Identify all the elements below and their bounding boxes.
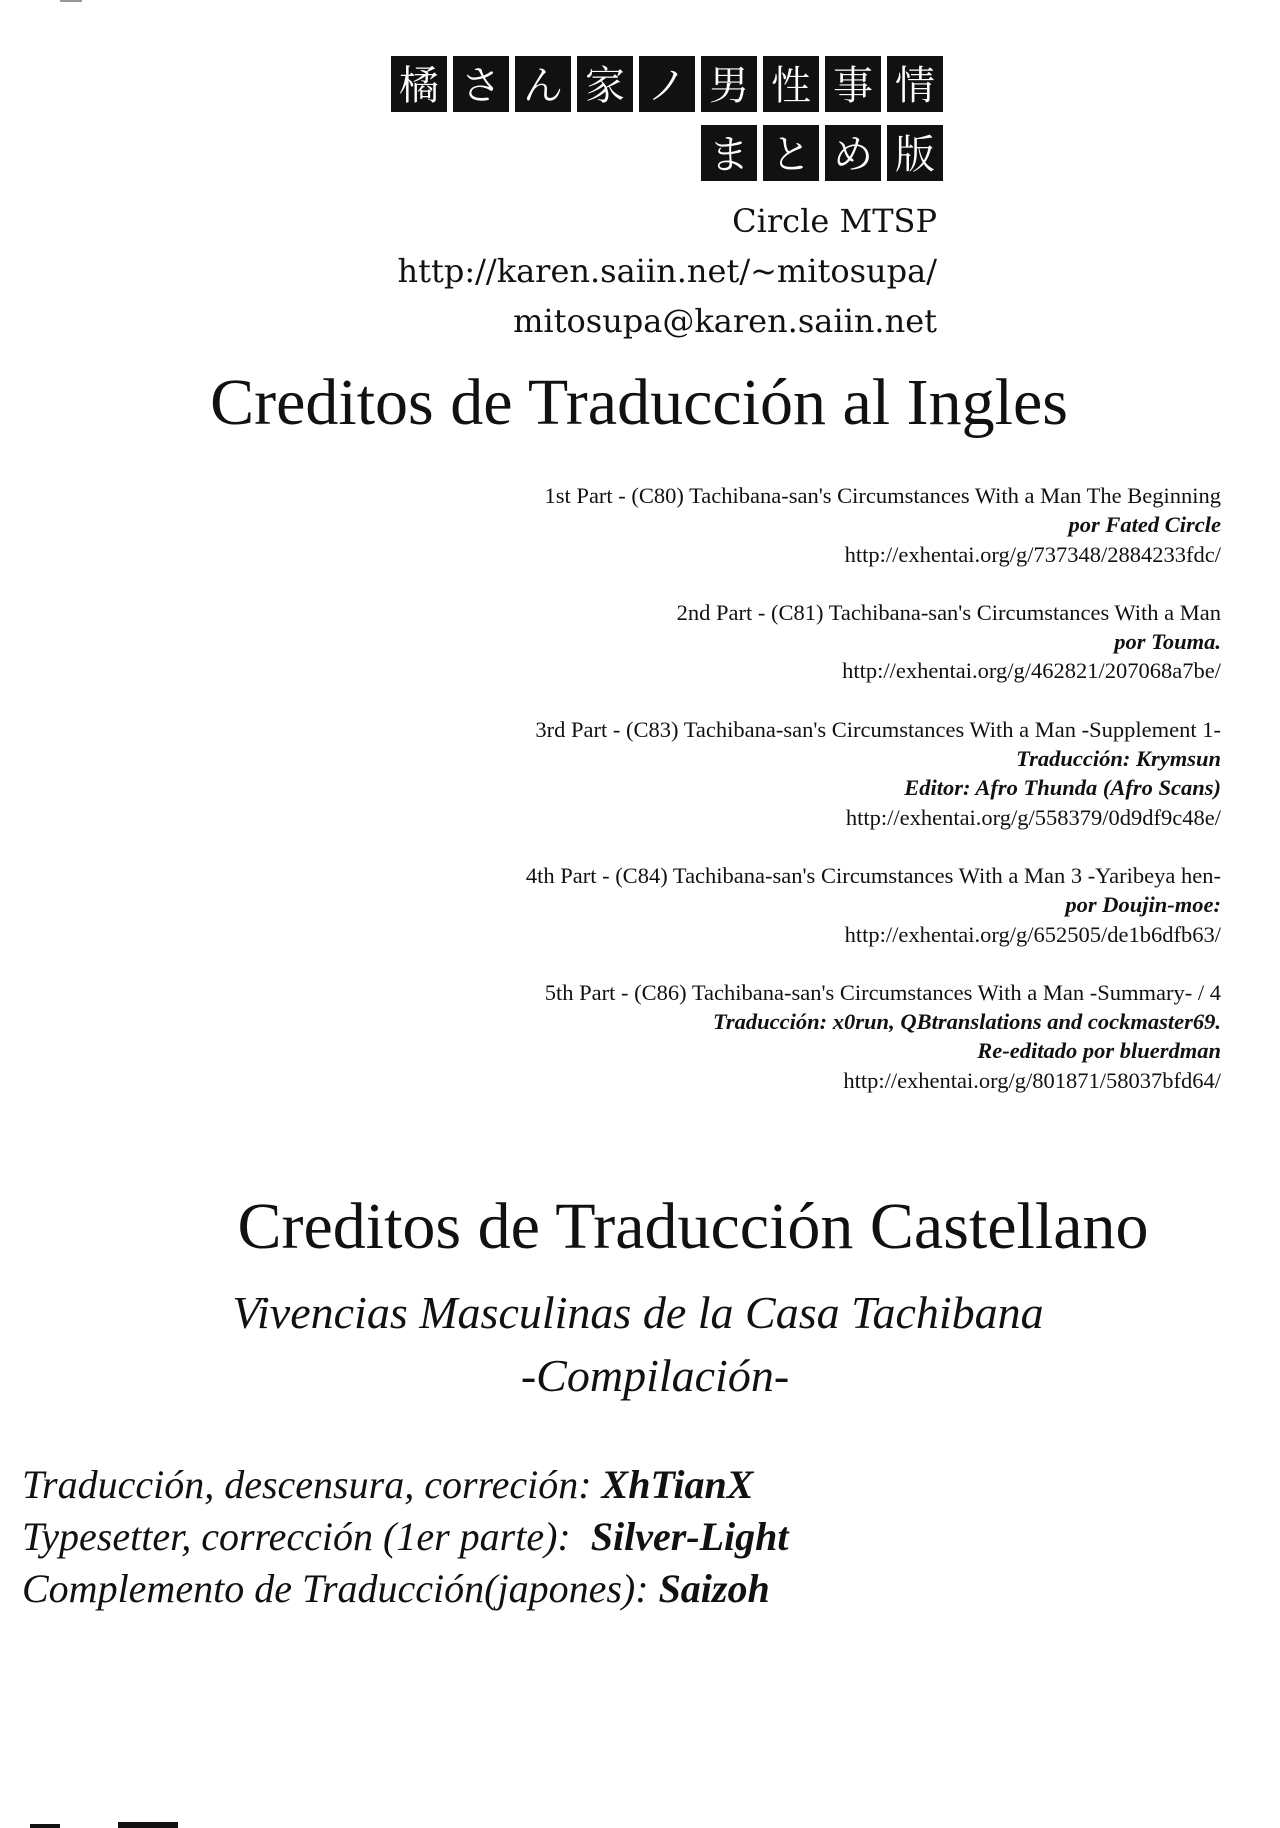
title-char-text: 男 (709, 63, 749, 109)
title-char (515, 56, 571, 112)
credit-part-editor: Editor: Afro Thunda (Afro Scans) (904, 775, 1221, 801)
title-char-text: 事 (833, 63, 873, 109)
scan-mark (118, 1822, 178, 1828)
staff-role: Typesetter, corrección (1er parte): (22, 1514, 591, 1559)
title-char (701, 125, 757, 181)
title-char (763, 56, 819, 112)
title-char (825, 125, 881, 181)
credit-part-translator: por Fated Circle (1068, 512, 1221, 538)
staff-row (22, 1511, 789, 1563)
title-char (639, 56, 695, 112)
circle-email: mitosupa@karen.saiin.net (513, 302, 937, 340)
title-char (887, 56, 943, 112)
credit-part-title: 3rd Part - (C83) Tachibana-san's Circumstances With a Man -Supplement 1- (535, 716, 1221, 742)
staff-row (22, 1563, 789, 1615)
staff-row (22, 1459, 789, 1511)
title-char (453, 56, 509, 112)
title-char-text: 家 (585, 63, 625, 109)
title-char (391, 56, 447, 112)
credit-part-4 (526, 861, 1221, 949)
title-char-text: め (833, 132, 873, 178)
credit-part-translator: por Touma. (1114, 629, 1221, 655)
spanish-title: Vivencias Masculinas de la Casa Tachibana (232, 1287, 1044, 1338)
circle-name: Circle MTSP (732, 202, 937, 240)
credit-part-link: http://exhentai.org/g/801871/58037bfd64/ (843, 1067, 1221, 1093)
credit-part-translator: por Doujin-moe: (1065, 892, 1221, 918)
title-char (887, 125, 943, 181)
title-char-text: ん (523, 63, 563, 109)
title-char (825, 56, 881, 112)
title-char-text: さ (461, 63, 501, 109)
staff-name: Saizoh (658, 1566, 770, 1611)
title-row-sub (701, 125, 943, 181)
title-char-text: 性 (771, 63, 811, 109)
staff-name: XhTianX (601, 1462, 754, 1507)
title-char-text: ノ (647, 63, 687, 109)
title-row-main (391, 56, 943, 112)
credit-part-translator: Traducción: Krymsun (1016, 746, 1221, 772)
credit-part-title: 4th Part - (C84) Tachibana-san's Circumstances With a Man 3 -Yaribeya hen- (525, 862, 1221, 888)
circle-url: http://karen.saiin.net/~mitosupa/ (397, 252, 937, 290)
credit-part-link: http://exhentai.org/g/652505/de1b6dfb63/ (844, 921, 1221, 947)
title-char (577, 56, 633, 112)
title-char-text: ま (709, 132, 749, 178)
title-char-text: 版 (895, 132, 935, 178)
staff-role: Complemento de Traducción(japones): (22, 1566, 659, 1611)
title-char-text: と (771, 132, 811, 178)
staff-name: Silver-Light (590, 1514, 789, 1559)
scan-mark (60, 0, 82, 2)
credit-part-title: 1st Part - (C80) Tachibana-san's Circumstances With a Man The Beginning (544, 483, 1221, 508)
credit-part-1 (526, 481, 1221, 569)
credit-part-title: 2nd Part - (C81) Tachibana-san's Circumstances With a Man (676, 599, 1221, 625)
title-char-text: 橘 (399, 63, 439, 109)
english-credits-heading: Creditos de Traducción al Ingles (210, 366, 1068, 439)
credit-part-title: 5th Part - (C86) Tachibana-san's Circumstances With a Man -Summary- / 4 (544, 979, 1221, 1005)
credit-part-3 (526, 715, 1221, 832)
circle-info (398, 196, 937, 346)
credit-part-2 (526, 598, 1221, 686)
staff-role: Traducción, descensura, correción: (22, 1462, 602, 1507)
credit-part-editor: Re-editado por bluerdman (977, 1038, 1221, 1064)
spanish-staff-list (22, 1459, 789, 1615)
scan-mark (30, 1824, 60, 1828)
spanish-credits-heading: Creditos de Traducción Castellano (237, 1190, 1149, 1263)
title-char-text: 情 (895, 63, 935, 109)
credit-part-5 (526, 978, 1221, 1095)
english-credits-list (526, 481, 1221, 1124)
title-char (763, 125, 819, 181)
credit-part-link: http://exhentai.org/g/737348/2884233fdc/ (844, 541, 1221, 567)
title-char (701, 56, 757, 112)
spanish-title-compilation: -Compilación- (520, 1350, 790, 1401)
credit-part-link: http://exhentai.org/g/558379/0d9df9c48e/ (845, 804, 1221, 830)
credit-part-translator: Traducción: x0run, QBtranslations and cockmaster69. (713, 1009, 1221, 1035)
credit-part-link: http://exhentai.org/g/462821/207068a7be/ (842, 658, 1221, 684)
